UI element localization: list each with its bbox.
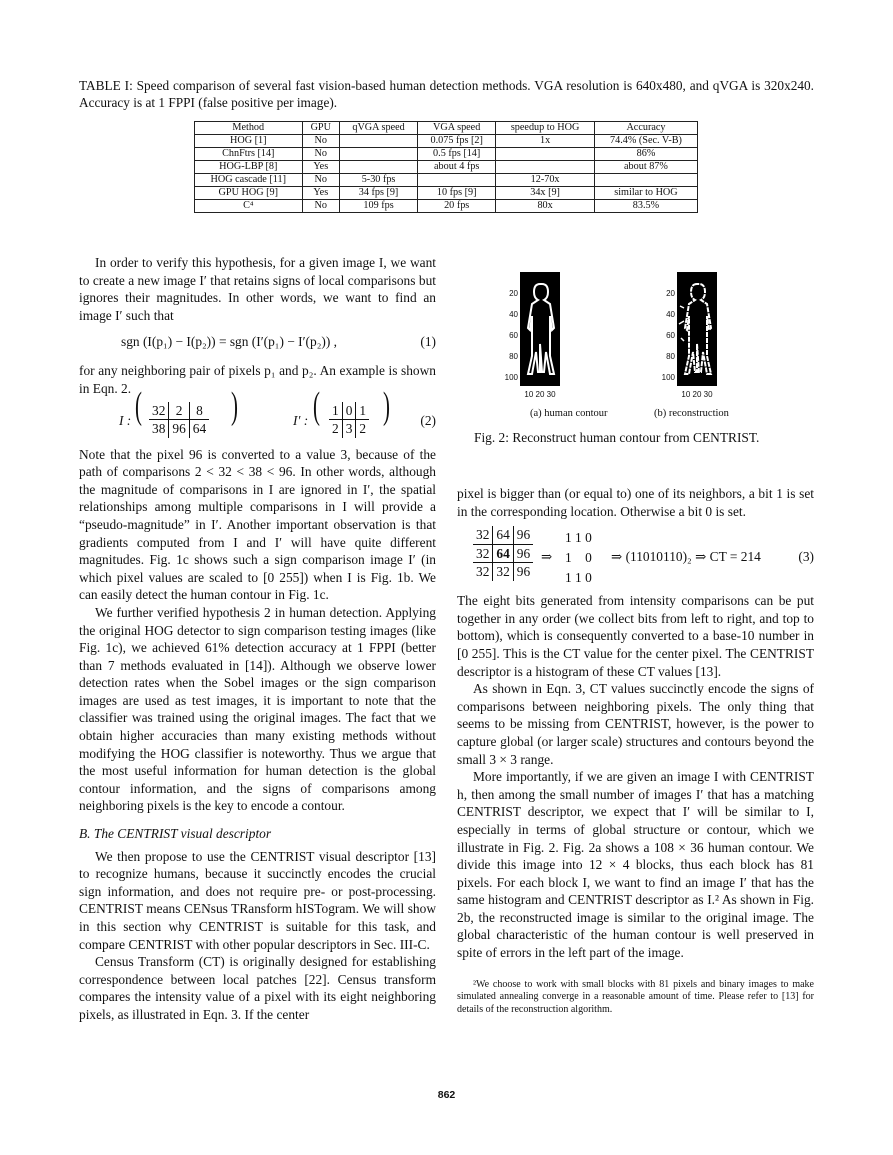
subcaption-a: (a) human contour (530, 408, 608, 419)
figure-caption: Fig. 2: Reconstruct human contour from CENTRIST. (474, 430, 760, 445)
table-cell: 83.5% (594, 200, 697, 213)
table-cell: about 4 fps (418, 161, 496, 174)
table-row (195, 187, 698, 200)
table-cell: 34 fps [9] (339, 187, 417, 200)
table-cell: 10 fps [9] (418, 187, 496, 200)
table-cell: 34x [9] (496, 187, 595, 200)
table-cell: No (302, 174, 339, 187)
table-cell: HOG [1] (195, 135, 303, 148)
speed-table (194, 121, 698, 213)
header-cell: Method (195, 122, 303, 135)
table-cell: 5-30 fps (339, 174, 417, 187)
paragraph: The eight bits generated from intensity comparisons can be put together in any order (we collect bits from left to right, and top to bottom), which is consequently converted to a base-10 number in [0 255]. This is the CT value for the center pixel. The CENTRIST descriptor is a histogram of these CT values [13]. (457, 593, 814, 679)
table-row (195, 135, 698, 148)
table-cell: 109 fps (339, 200, 417, 213)
table-cell: C⁴ (195, 200, 303, 213)
table-cell (594, 174, 697, 187)
reconstruction-image (677, 272, 717, 386)
census-result: ⇒ (11010110)₂ ⇒ CT = 214 (611, 549, 761, 565)
table-cell: 80x (496, 200, 595, 213)
table-cell: 20 fps (418, 200, 496, 213)
header-cell: qVGA speed (339, 122, 417, 135)
table-cell (339, 148, 417, 161)
header-cell: speedup to HOG (496, 122, 595, 135)
table-row (195, 200, 698, 213)
figure-2: 20 40 60 80 100 10 20 30 20 40 60 80 100 10 20 30 (a) human contour (b) reconstruction Fig. 2: Reconstruct human contour from CENTRIST. (456, 270, 814, 450)
subcaption-b: (b) reconstruction (654, 408, 729, 419)
table-row (195, 174, 698, 187)
table-cell (418, 174, 496, 187)
table-cell: Yes (302, 161, 339, 174)
paragraph: In order to verify this hypothesis, for a given image I, we want to create a new image I′ that retains signs of local comparisons but ignores their magnitudes. In other words, we want to find an image I′ such that (79, 255, 436, 323)
paragraph: Census Transform (CT) is originally designed for establishing correspondence between local patches [22]. Census transform compares the intensity value of a pixel with its eight neighboring pixels, as illustrated in Eqn. 3. If the center (79, 954, 436, 1022)
matrix-I: 32 2 8 38 96 64 (149, 402, 209, 438)
header-cell: GPU (302, 122, 339, 135)
eq2-i-label: I : (119, 412, 132, 428)
header-cell: VGA speed (418, 122, 496, 135)
table-cell: 1x (496, 135, 595, 148)
paragraph: We further verified hypothesis 2 in human detection. Applying the original HOG detector to sign comparison testing images (like Fig. 1c), we achieved 61% detection accuracy at 1 FPPI (better than 7 methods evaluated in [14]). Although we observe lower detection rates when the Sobel images or the sign comparison images are used as test images, it is important to note that the classifier was trained using the original images. The fact that we obtain higher accuracies than many existing methods without modifying the HOG classifier is noteworthy. Thus we argue that the most useful information for human detection is the global contour information, and the signs of comparisons among neighboring pixels is the key to encode a contour. (79, 604, 436, 814)
table-cell: No (302, 148, 339, 161)
left-column (79, 254, 436, 1024)
table-cell: No (302, 135, 339, 148)
census-matrix: 32 64 96 32 64 96 32 32 96 (473, 526, 533, 581)
table-cell (339, 161, 417, 174)
table-cell: 0.5 fps [14] (418, 148, 496, 161)
header-cell: Accuracy (594, 122, 697, 135)
paragraph: Note that the pixel 96 is converted to a value 3, because of the path of comparisons 2 < 32 < 38 < 96. In other words, although the magnitude of comparisons in I are ignored in I′, the spatial relationships among multiple comparisons in I will provide a “pseudo-magnitude” in I′. Another important observation is that gradients computed from I and I′ will have quite different magnitudes. Fig. 1c shows such a sign comparison image I′ (in which pixel values are scaled to [0 255]) when I is Fig. 1b. We can easily detect the human contour in Fig. 1c. (79, 446, 436, 603)
paragraph: We then propose to use the CENTRIST visual descriptor [13] to recognize humans, because it succinctly encodes the crucial sign information, and does not require pre- or post-processing. CENTRIST means CENsus TRansform hISTogram. We will show in this section why CENTRIST is suitable for this task, and compare CENTRIST with other popular descriptors in Sec. III-C. (79, 848, 436, 952)
table-cell: HOG-LBP [8] (195, 161, 303, 174)
paragraph: pixel is bigger than (or equal to) one of its neighbors, a bit 1 is set in the corresponding location. Otherwise a bit 0 is set. (457, 486, 814, 519)
table-cell: 0.075 fps [2] (418, 135, 496, 148)
human-contour-image (520, 272, 560, 386)
table-cell: ChnFtrs [14] (195, 148, 303, 161)
equation-1 (79, 324, 436, 362)
table-cell (496, 148, 595, 161)
matrix-Iprime: 1 0 1 2 3 2 (329, 402, 369, 438)
eq2-iprime-label: I′ : (293, 412, 309, 428)
equation-2-number: (2) (420, 412, 436, 428)
table-cell: 12-70x (496, 174, 595, 187)
table-cell: 74.4% (Sec. V-B) (594, 135, 697, 148)
table-cell (496, 161, 595, 174)
equation-3-number: (3) (798, 549, 814, 565)
table-cell: Yes (302, 187, 339, 200)
table-cell: similar to HOG (594, 187, 697, 200)
table-row (195, 148, 698, 161)
equation-1-body: sgn (I(p₁) − I(p₂)) = sgn (I′(p₁) − I′(p₂)) , (121, 334, 337, 350)
equation-3: 32 64 96 32 64 96 32 32 96 ⇒ 1 1 0 1 0 1 1 0 ⇒ (11010110)₂ ⇒ CT = 214 (3) (457, 526, 814, 588)
table-cell: HOG cascade [11] (195, 174, 303, 187)
table-cell: No (302, 200, 339, 213)
right-column (457, 485, 814, 1016)
paragraph: More importantly, if we are given an image I with CENTRIST h, then among the small number of images I′ that has a matching CENTRIST descriptor, we expect that I′ will be similar to I, especially in terms of global structure or contour, which we illustrate in Fig. 2. Fig. 2a shows a 108 × 36 human contour. We divide this image into 12 × 4 blocks, thus each block has 81 pixels. For each block I, we want to find an image I′ that has the same histogram and CENTRIST descriptor as I.² As shown in Fig. 2b, the reconstructed image is similar to the original image. The global characteristic of the human contour is well preserved in spite of errors in the left part of the image. (457, 769, 814, 961)
section-heading: B. The CENTRIST visual descriptor (79, 826, 272, 842)
table-cell: 86% (594, 148, 697, 161)
paragraph: As shown in Eqn. 3, CT values succinctly encode the signs of comparisons between neighboring pixels. The only thing that seems to be missing from CENTRIST, however, is the power to capture global (or larger scale) structures and contours beyond the small 3 × 3 range. (457, 681, 814, 767)
table-cell: GPU HOG [9] (195, 187, 303, 200)
table-row (195, 161, 698, 174)
equation-1-number: (1) (420, 334, 436, 350)
table-header-row (195, 122, 698, 135)
table-cell (339, 135, 417, 148)
table-caption: TABLE I: Speed comparison of several fast vision-based human detection methods. VGA resolution is 640x480, and qVGA is 320x240. Accuracy is at 1 FPPI (false positive per image). (79, 78, 814, 110)
paragraph: for any neighboring pair of pixels p₁ and p₂. An example is shown in Eqn. 2. (79, 363, 436, 396)
page-number: 862 (437, 1089, 456, 1101)
equation-2: I : ( 32 2 8 38 96 64 ) I′ : ( 1 0 1 2 3 2 ) (2) (119, 384, 436, 437)
census-bits: 1 1 0 1 0 1 1 0 (565, 530, 592, 586)
footnote: ²We choose to work with small blocks with 81 pixels and binary images to make simulated annealing converge in a reasonable amount of time. Please refer to [13] for details of the reconstruction algorithm. (457, 978, 814, 1015)
table-cell: about 87% (594, 161, 697, 174)
